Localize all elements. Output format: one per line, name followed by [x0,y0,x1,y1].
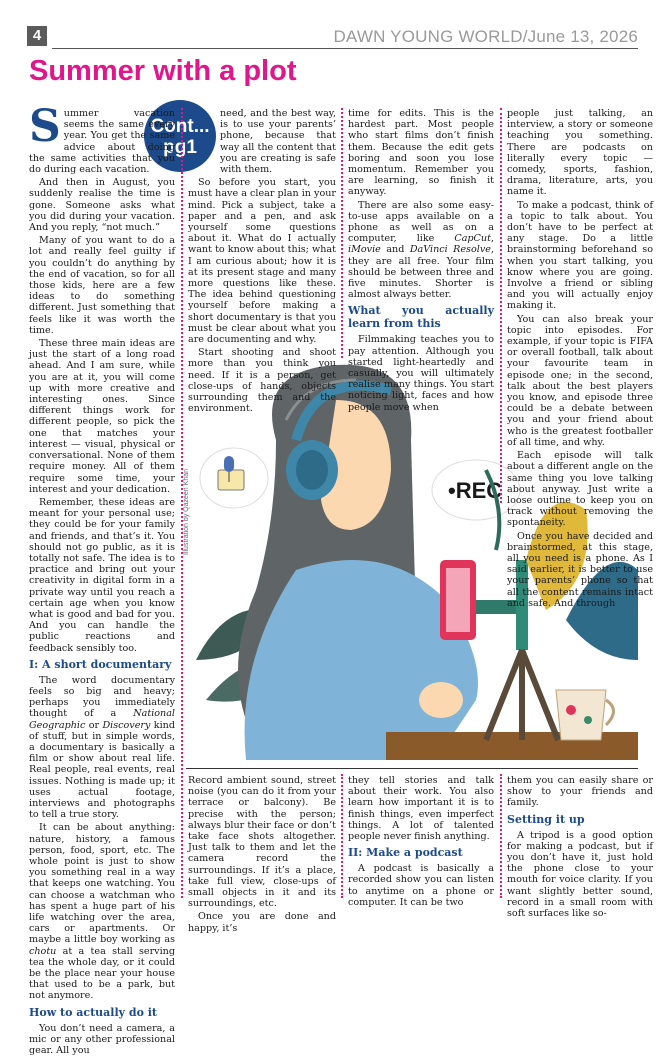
column-divider [500,108,502,503]
page-number: 4 [27,26,47,46]
paragraph: Once you have decided and brainstormed, at this stage, all you need is a phone. As I said earlier, it is better to use your parents’ phone so that all the content remains intact and safe. And through [507,530,653,609]
article-column-2-bottom [188,775,336,936]
paragraph: You don’t need a camera, a mic or any other professional gear. All you [29,1022,175,1057]
paragraph: need, and the best way, is to use your parents’ phone, because that way all the content that you are creating is safe with them. [220,108,336,176]
paragraph: So before you start, you must have a clear plan in your mind. Pick a subject, take a paper and a pen, and ask yourself some questions about it. What do I actually want to know about this; what I am curious about; how it is at its present stage and many more questions like these. The idea behind questioning yourself before making a short documentary is that you must be clear about what you are documenting and why. [188,177,336,346]
girl-hand [419,682,463,718]
continued-badge-line2: pg1 [163,137,197,158]
article-column-4-top [507,108,653,611]
illustration-credit: Illustration by Qazeen Khan [183,469,190,555]
column-divider [341,774,343,898]
section-heading: What you actually learn from this [348,304,494,331]
paragraph: To make a podcast, think of a topic to talk about. You don’t have to be perfect at any stage. Do a little brainstorming beforehand so when you start talking, you know where you are going. Involve a friend or sibling and you will actually enjoy making it. [507,199,653,312]
drop-cap: S [29,101,61,152]
publication-dateline: DAWN YOUNG WORLD/June 13, 2026 [333,27,638,46]
continued-badge-line1: Cont... [150,116,210,137]
page-headline: Summer with a plot [29,55,297,87]
paragraph: Filmmaking teaches you to pay attention. Although you started light-heartedly and casually, you will ultimately realise many things. You start noticing light, faces and how people move when [348,334,494,413]
section-heading: II: Make a podcast [348,846,463,860]
paragraph: A podcast is basically a recorded show you can listen to anytime on a phone or computer. It can be two [348,863,494,908]
paragraph: Record ambient sound, street noise (you can do it from your terrace or balcony). Be precise with the person; always blur their face or don’t take face shots altogether. Just talk to them and let the camera record the surroundings. If it’s a place, take full view, close-ups of small objects in it and its surroundings, etc. [188,775,336,910]
column-divider [341,108,343,358]
illustration-bottom-rule [186,768,638,769]
paragraph: Once you are done and happy, it’s [188,911,336,934]
paragraph: they tell stories and talk about their work. You also learn how important it is to finish things, even imperfect things. A lot of talented people never finish anything. [348,775,494,843]
article-column-2-top [188,108,336,416]
column-divider [181,108,183,898]
header-rule [52,48,638,49]
rec-label: •REC [448,478,503,503]
paragraph: And then in August, you suddenly realise the time is gone. Someone asks what you did during your vacation. And you reply, “not much.” [29,177,175,234]
paragraph: Remember, these ideas are meant for your personal use; they could be for your family and friends, and that’s it. You should not go public, as it is totally not safe. The idea is to practice and bring out your creativity in digital form in a private way until you reach a certain age when you know what is good and bad for you. And you can handle the public reactions and feedback sensibly too. [29,496,175,654]
article-column-3-bottom [348,775,494,910]
paragraph: time for edits. This is the hardest part. Most people who start films don’t finish them. Because the edit gets boring and soon you lose momentum. Remember you are learning, so finish it anyway. [348,108,494,198]
paragraph: A tripod is a good option for making a podcast, but if you don’t have it, just hold the phone close to your mouth for voice clarity. If you want slightly better sound, record in a small room with soft surfaces like so- [507,829,653,920]
paragraph: ummer vacation seems the same every year. You get the same advice about doing the same activities that you do during each vacation. [29,108,175,176]
paragraph: people just talking, an interview, a story or someone teaching you something. There are podcasts on literally every topic — comedy, sports, fashion, drama, literature, arts, you name it. [507,108,653,198]
article-column-3-top [348,108,494,415]
paragraph: Each episode will talk about a different angle on the same thing you love talking about anyway. Just write a loose outline to keep you on track without removing the spontaneity. [507,450,653,529]
section-heading: How to actually do it [29,1005,158,1019]
paragraph: These three main ideas are just the start of a long road ahead. And I am sure, while you are at it, you will come up with more creative and interesting ones. Since different things work for different people, so pick the one that matches your interest — visual, physical or conversational. None of them require money. All of them require some time, your interest and your dedication. [29,338,175,495]
paragraph: You can also break your topic into episodes. For example, if your topic is FIFA or overall football, talk about your favourite team in episode one; in the second, talk about the best players you know, and episode three could be a debate between you and your friend about who is the greatest footballer of all time, and why. [507,313,653,448]
paragraph: Start shooting and shoot more than you think you need. If it is a person, get close-ups of hands, objects surrounding them and the environment. [188,347,336,415]
column-divider [500,774,502,898]
paragraph: Many of you want to do a lot and really feel guilty if you couldn’t do anything by the end of vacation, so for all those kids, here are a few ideas to do something different. Just something that feels like it was worth the time. [29,235,175,336]
paragraph: them you can easily share or show to your friends and family. [507,775,653,809]
paragraph: It can be about anything: nature, history, a famous person, food, sport, etc. The whole point is just to show you something real in a way that keeps one watching. You can choose a watchman who has spent a huge part of his life watching over the area, cars or apartments. Or maybe a little boy working as chotu at a tea stall serving tea the whole day, or it could be the place near your house that used to be a park, but not anymore. [29,822,175,1002]
section-heading: I: A short documentary [29,657,172,671]
article-column-4-bottom [507,775,653,921]
section-heading: Setting it up [507,812,585,826]
paragraph: The word documentary feels so big and heavy; perhaps you immediately thought of a National Geographic or Discovery kind of stuff, but in simple words, a documentary is basically a film or show about real life. Real people, real events, real issues. Nothing is made up; it uses actual footage, interviews and photographs to tell a true story. [29,674,175,821]
article-column-1 [29,101,175,1058]
paragraph: There are also some easy-to-use apps available on a phone as well as on a computer, like CapCut, iMovie and DaVinci Resolve, they are all free. Your film should be between three and five minutes. Shorter is almost always better. [348,199,494,301]
